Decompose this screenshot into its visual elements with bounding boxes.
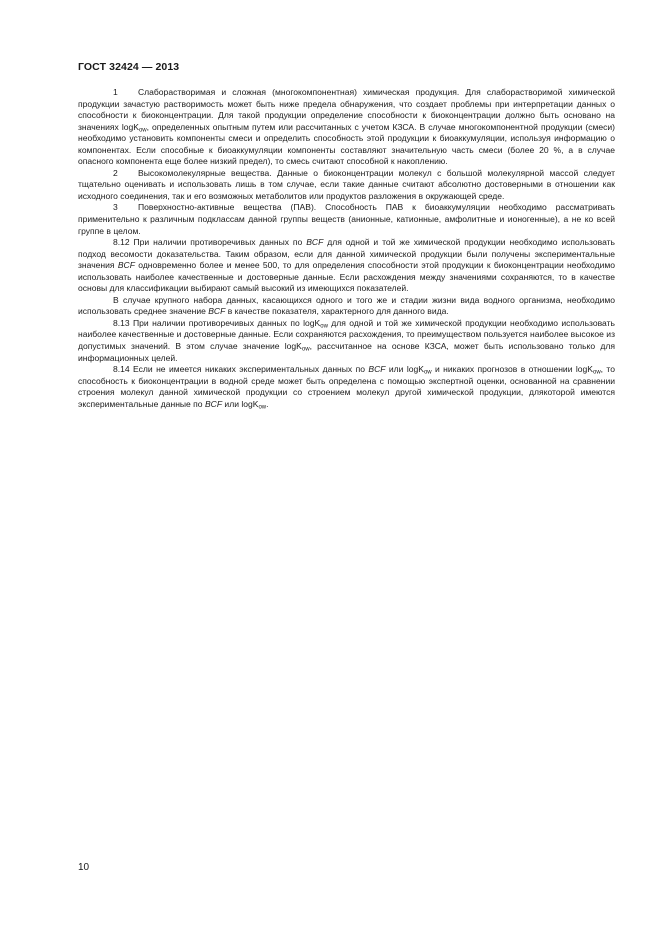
paragraph-8-12-continued: В случае крупного набора данных, касающихся одного и того же и стадии жизни вида водного организма, необходимо использовать среднее значение BCF в качестве показателя, характерного для данного вида.	[78, 294, 615, 317]
paragraph-item-1: 1 Слаборастворимая и сложная (многокомпонентная) химическая продукция. Для слаборастворимой химической продукции зачастую растворимость может быть ниже предела обнаружения, что создает проблемы при интерпретации данных о способности к биоконцентрации. Для такой продукции определение способности к биоконцентрации должно быть основано на значениях logK$_{ow}$, определенных опытным путем или рассчитанных с учетом КЗСА. В случае многокомпонентной продукции (смеси) необходимо установить компоненты смеси и определить способность этой продукции к биоаккумуляции, используя информацию о компонентах. Если способные к биоаккумуляции компоненты составляют значительную часть смеси (более 20 %, а в случае опасного компонента еще более низкий предел), то смесь считают способной к накоплению.	[78, 87, 615, 167]
paragraph-item-3: 3 Поверхностно-активные вещества (ПАВ). Способность ПАВ к биоаккумуляции необходимо рассматривать применительно к различным подклассам данной группы веществ (анионные, катионные, амфолитные и ионогенные), а не ко всей группе в целом.	[78, 202, 615, 236]
paragraph-8-12: 8.12 При наличии противоречивых данных по BCF для одной и той же химической продукции необходимо использовать подход весомости доказательства. Таким образом, если для данной химической продукции были получены экспериментальные значения BCF одновременно более и менее 500, то для определения способности этой продукции к биоконцентрации необходимо использовать наиболее качественные и достоверные данные. Если расхождения между значениями сохраняются, то в качестве основы для классификации выбирают самый высокий из имеющихся показателей.	[78, 237, 615, 294]
document-header: ГОСТ 32424 — 2013	[78, 61, 180, 73]
paragraph-item-2: 2 Высокомолекулярные вещества. Данные о биоконцентрации молекул с большой молекулярной массой следует тщательно оценивать и использовать лишь в том случае, если такие данные считают абсолютно достоверными в отношении как исходного соединения, так и его возможных метаболитов или продуктов разложения в окружающей среде.	[78, 167, 615, 201]
document-body	[78, 87, 615, 410]
paragraph-8-14: 8.14 Если не имеется никаких экспериментальных данных по BCF или logK$_{ow}$ и никаких прогнозов в отношении logK$_{ow}$, то способность к биоконцентрации в водной среде может быть определена с помощью экспертной оценки, основанной на сравнении строения молекул данной химической продукции со строением молекул другой химической продукции, длякоторой имеются экспериментальные данные по BCF или logK$_{ow}$.	[78, 364, 616, 411]
page-number: 10	[78, 862, 90, 873]
item-number: 1	[113, 87, 118, 97]
item-number: 3	[113, 202, 118, 213]
item-number: 2	[113, 167, 118, 178]
paragraph-8-13: 8.13 При наличии противоречивых данных по logK$_{ow}$ для одной и той же химической продукции необходимо использовать наиболее качественные и достоверные данные. Если сохраняются расхождения, то преимуществом пользуется наиболее высокое из допустимых значений. В этом случае значение logK$_{ow}$, рассчитанное на основе КЗСА, может быть использовано только для информационных целей.	[78, 317, 615, 363]
